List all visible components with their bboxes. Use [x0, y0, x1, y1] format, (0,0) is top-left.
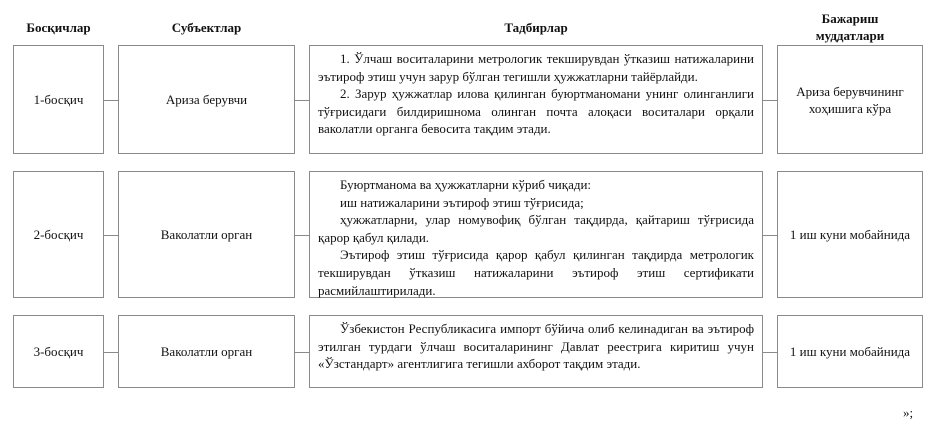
stage-box-text: 2-босқич [33, 227, 84, 242]
action-text: Буюртманома ва ҳужжатларни кўриб чиқади: [340, 177, 592, 192]
subject-box [118, 315, 295, 388]
closing-mark: »; [903, 405, 914, 420]
deadline-box [777, 315, 923, 388]
action-text: Ўзбекистон Республикасига импорт бўйича олиб келинадиган ва эътироф этилган турдаги ўлчаш воситаларининг Давлат реестрига киритиш учун «Ўзстандарт» агентлигига тегишли ахборот тақдим этади. [318, 321, 754, 372]
header-stages: Босқичлар [26, 20, 91, 35]
connector-line [763, 235, 777, 236]
action-text: иш натижаларини эътироф этиш тўғрисида; [340, 194, 584, 210]
header-actions: Тадбирлар [504, 20, 568, 35]
header-subjects: Субъектлар [171, 20, 242, 35]
header-deadlines: Бажариш муддатлари [815, 11, 885, 43]
connector-line [104, 100, 118, 101]
action-text: ҳужжатларни, улар номувофиқ бўлган тақдирда, қайтариш тўғрисида қарор қабул қилади. [318, 212, 754, 245]
action-text: 2. Зарур ҳужжатлар илова қилинган буюртманомани унинг олинганлиги тўғрисидаги билдиришнома олинган почта алоқаси воситалари орқали ваколатли органга бевосита тақдим этади. [318, 86, 754, 137]
subject-box-text: Ариза берувчи [165, 92, 248, 107]
stage-box [13, 171, 104, 298]
actions-box [309, 171, 763, 298]
stage-box-text: 3-босқич [33, 344, 84, 359]
deadline-box-text: Ариза берувчининг хоҳишига кўра [796, 83, 904, 116]
connector-line [295, 352, 309, 353]
action-text: Эътироф этиш тўғрисида қарор қабул қилинган тақдирда метрологик текширувдан ўтказиш натижаларини эътироф этиш сертификати расмийлаштирилади. [318, 247, 754, 298]
subject-box-text: Ваколатли орган [160, 227, 253, 242]
connector-line [295, 100, 309, 101]
connector-line [763, 100, 777, 101]
connector-line [763, 352, 777, 353]
subject-box [118, 171, 295, 298]
actions-box [309, 45, 763, 154]
stage-box-text: 1-босқич [33, 92, 84, 107]
subject-box [118, 45, 295, 154]
action-text: 1. Ўлчаш воситаларини метрологик текширувдан ўтказиш натижаларини эътироф этиш учун зарур бўлган тегишли ҳужжатларни тайёрлайди. [318, 51, 754, 84]
deadline-box [777, 45, 923, 154]
connector-line [295, 235, 309, 236]
deadline-box-text: 1 иш куни мобайнида [789, 344, 911, 359]
connector-line [104, 352, 118, 353]
stage-box [13, 315, 104, 388]
connector-line [104, 235, 118, 236]
deadline-box [777, 171, 923, 298]
stage-box [13, 45, 104, 154]
deadline-box-text: 1 иш куни мобайнида [789, 227, 911, 242]
subject-box-text: Ваколатли орган [160, 344, 253, 359]
actions-box [309, 315, 763, 388]
